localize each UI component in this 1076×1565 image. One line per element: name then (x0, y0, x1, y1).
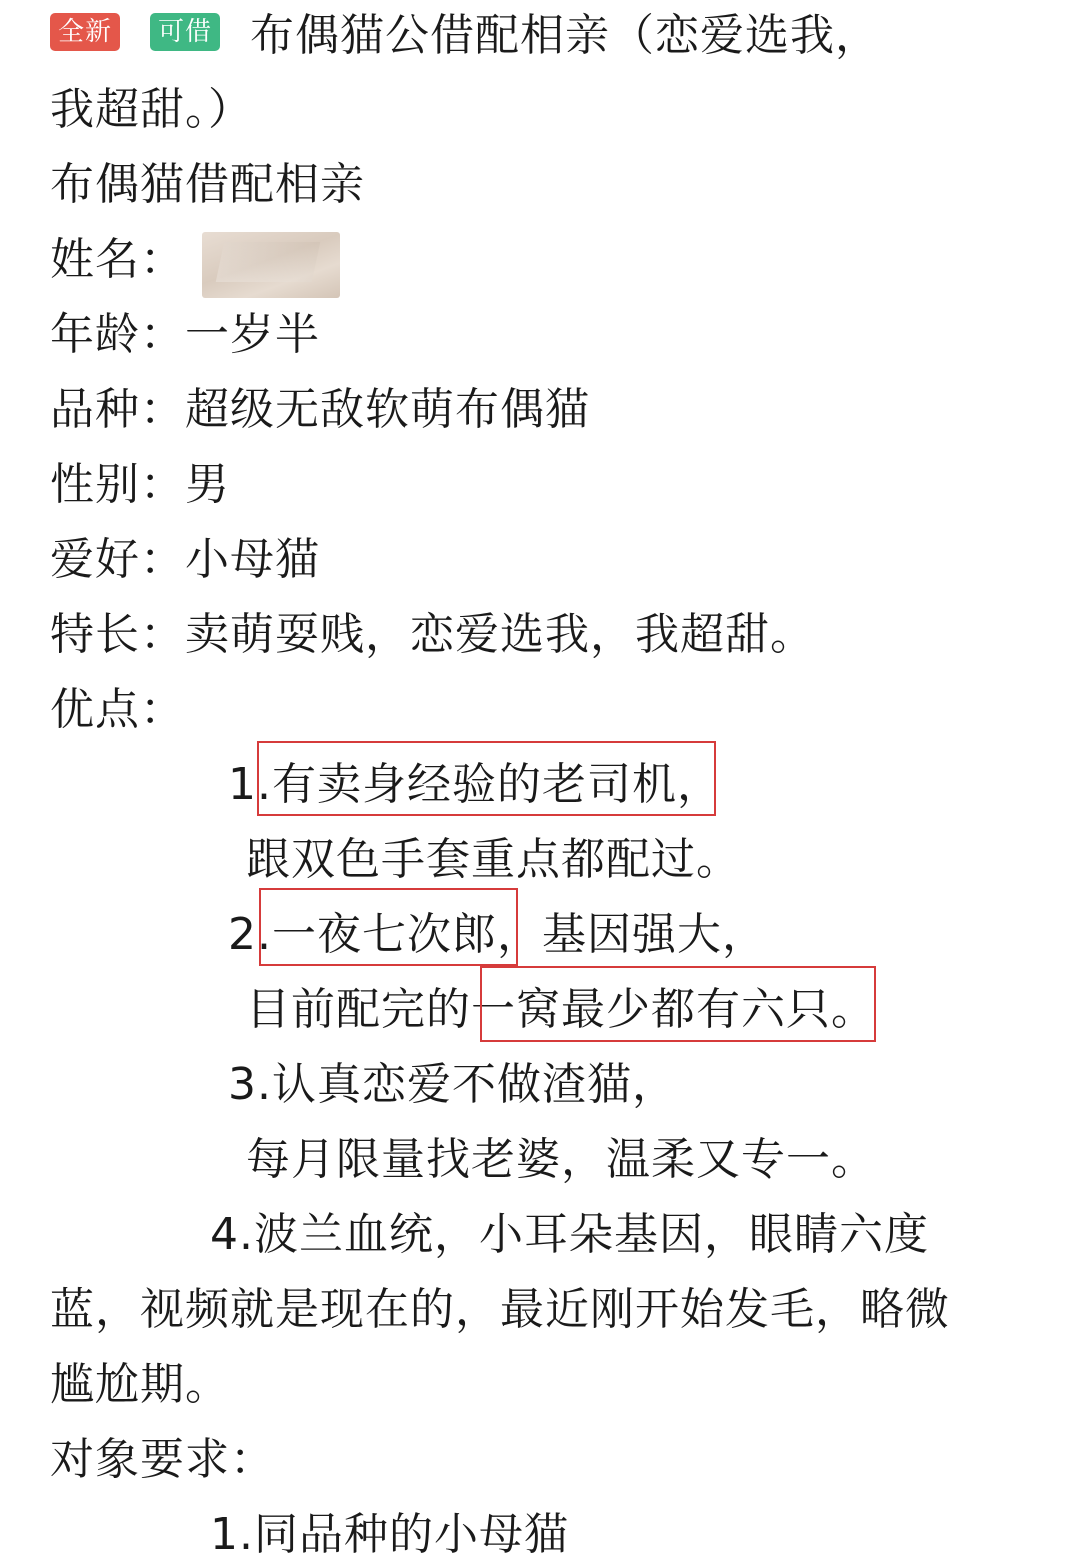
badge-borrowable: 可借 (150, 13, 220, 51)
name-redaction (202, 232, 340, 298)
merit-2-rest: ，基因强大， (496, 909, 767, 960)
merits-label: 优点： (50, 684, 185, 735)
badge-new: 全新 (50, 13, 120, 51)
merit-2-suffix: 。 (831, 984, 876, 1035)
merit-2-highlight-litter: 一窝最少都有六只 (471, 984, 831, 1035)
merit-3-line1: 3.认真恋爱不做渣猫， (228, 1059, 677, 1110)
hobby-line: 爱好：小母猫 (50, 534, 320, 585)
requirement-1: 1.同品种的小母猫 (210, 1509, 569, 1560)
merit-2-prefix: 目前配完的 (246, 984, 471, 1035)
merit-1-line2: 跟双色手套重点都配过。 (246, 834, 741, 885)
breed-line: 品种：超级无敌软萌布偶猫 (50, 384, 590, 435)
merit-2-highlight: 一夜七次郎 (271, 909, 497, 960)
merit-3-line2: 每月限量找老婆，温柔又专一。 (246, 1134, 876, 1185)
profile-subtitle: 布偶猫借配相亲 (50, 159, 365, 210)
merit-2-line1 (228, 907, 767, 963)
post-title-line1: 布偶猫公借配相亲（恋爱选我， (250, 10, 880, 61)
post-title-line2: 我超甜。） (50, 84, 253, 135)
merit-4-line2: 蓝，视频就是现在的，最近刚开始发毛，略微 (50, 1284, 950, 1335)
merit-2-line2 (246, 982, 876, 1038)
gender-line: 性别：男 (50, 459, 230, 510)
requirements-label: 对象要求： (50, 1434, 275, 1485)
specialty-line: 特长：卖萌耍贱，恋爱选我，我超甜。 (50, 609, 815, 660)
age-line: 年龄：一岁半 (50, 309, 320, 360)
merit-4-line3: 尴尬期。 (50, 1359, 230, 1410)
merit-1-line1 (228, 757, 722, 813)
merit-4-line1: 4.波兰血统，小耳朵基因，眼睛六度 (210, 1209, 929, 1260)
name-label: 姓名： (50, 234, 185, 285)
merit-1-number: 1. (228, 759, 272, 810)
merit-2-number: 2. (228, 909, 272, 960)
merit-1-highlight: 有卖身经验的老司机， (271, 759, 722, 810)
